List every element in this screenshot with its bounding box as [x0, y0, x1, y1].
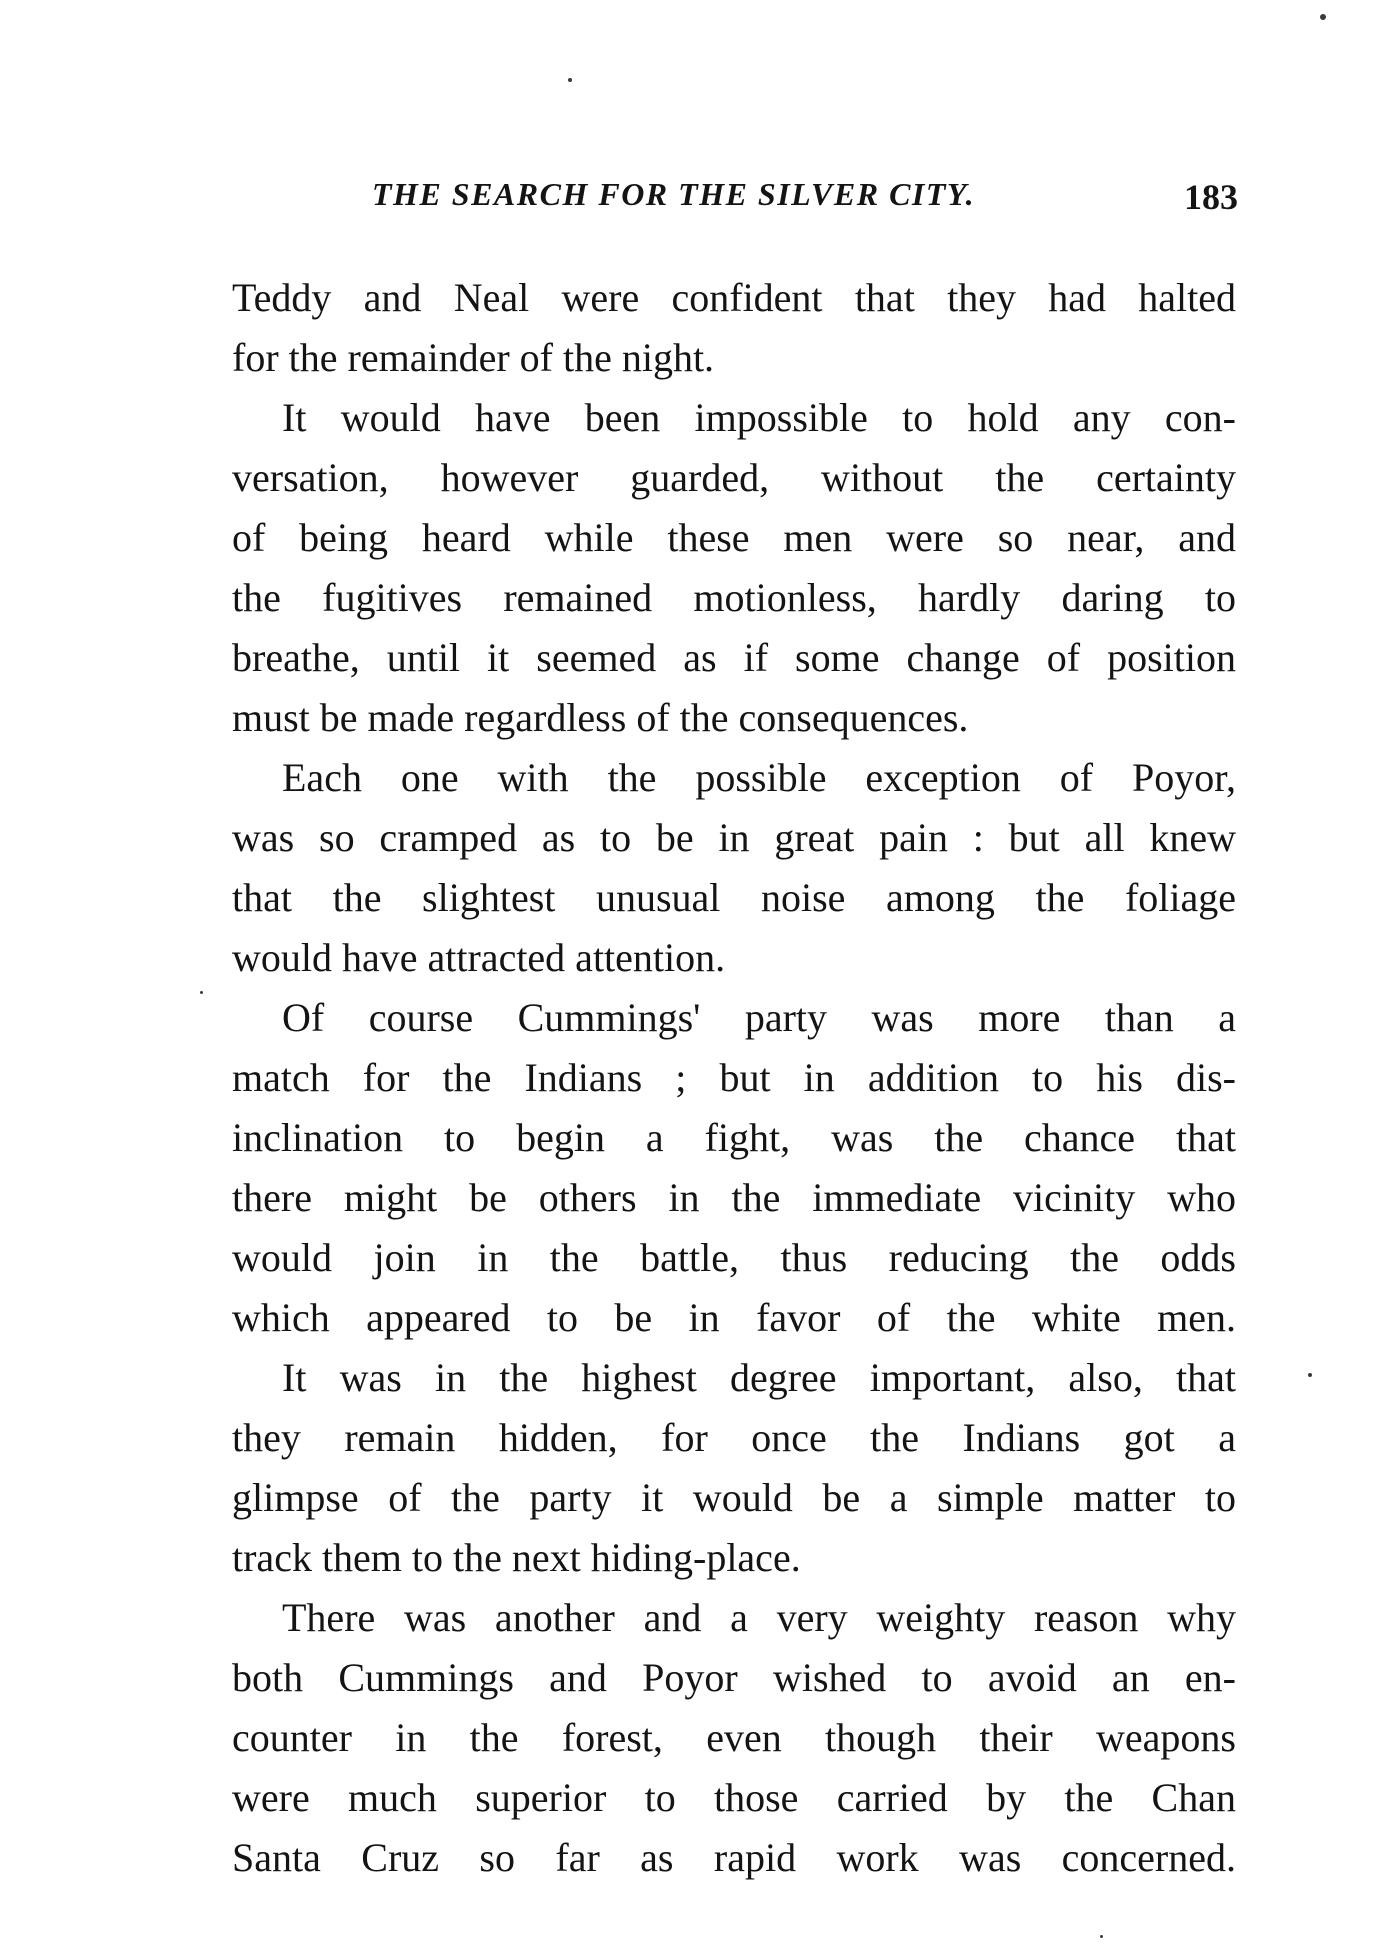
paragraph-1 — [232, 268, 1236, 388]
text-line: breathe, until it seemed as if some change of position — [232, 635, 1236, 680]
scan-speck — [1308, 1373, 1312, 1377]
text-line: match for the Indians ; but in addition to his dis- — [232, 1055, 1236, 1100]
paragraph-3 — [232, 748, 1236, 988]
text-line: glimpse of the party it would be a simple matter to — [232, 1475, 1236, 1520]
running-header — [372, 176, 1238, 226]
text-line: versation, however guarded, without the certainty — [232, 455, 1236, 500]
text-line: Each one with the possible exception of Poyor, — [282, 755, 1236, 800]
running-title: THE SEARCH FOR THE SILVER CITY. — [372, 176, 976, 212]
text-line: was so cramped as to be in great pain : but all knew — [232, 815, 1236, 860]
text-line: they remain hidden, for once the Indians got a — [232, 1415, 1236, 1460]
text-line: which appeared to be in favor of the white men. — [232, 1295, 1236, 1340]
text-line: were much superior to those carried by the Chan — [232, 1775, 1236, 1820]
text-line: inclination to begin a fight, was the chance that — [232, 1115, 1236, 1160]
text-line: both Cummings and Poyor wished to avoid an en- — [232, 1655, 1236, 1700]
text-line: track them to the next hiding-place. — [232, 1535, 801, 1580]
paragraph-6 — [232, 1588, 1236, 1888]
text-line: for the remainder of the night. — [232, 335, 715, 380]
body-text — [232, 268, 1236, 1888]
paragraph-2 — [232, 388, 1236, 748]
scan-speck — [1320, 14, 1326, 20]
text-line: It was in the highest degree important, also, that — [282, 1355, 1236, 1400]
scan-speck — [200, 991, 203, 994]
text-line: would have attracted attention. — [232, 935, 726, 980]
text-line: would join in the battle, thus reducing the odds — [232, 1235, 1236, 1280]
text-line: Of course Cummings' party was more than a — [282, 995, 1236, 1040]
text-line: There was another and a very weighty reason why — [282, 1595, 1236, 1640]
scan-speck — [568, 78, 572, 82]
text-line: Santa Cruz so far as rapid work was concerned. — [232, 1835, 1236, 1880]
text-line: the fugitives remained motionless, hardly daring to — [232, 575, 1236, 620]
text-line: of being heard while these men were so near, and — [232, 515, 1236, 560]
text-line: counter in the forest, even though their weapons — [232, 1715, 1236, 1760]
text-line: must be made regardless of the consequences. — [232, 695, 969, 740]
text-line: there might be others in the immediate vicinity who — [232, 1175, 1236, 1220]
text-line: that the slightest unusual noise among the foliage — [232, 875, 1236, 920]
paragraph-4 — [232, 988, 1236, 1348]
text-line: Teddy and Neal were confident that they had halted — [232, 275, 1236, 320]
scan-speck — [1100, 1935, 1103, 1938]
page-number: 183 — [1184, 177, 1238, 217]
paragraph-5 — [232, 1348, 1236, 1588]
text-line: It would have been impossible to hold any con- — [282, 395, 1236, 440]
